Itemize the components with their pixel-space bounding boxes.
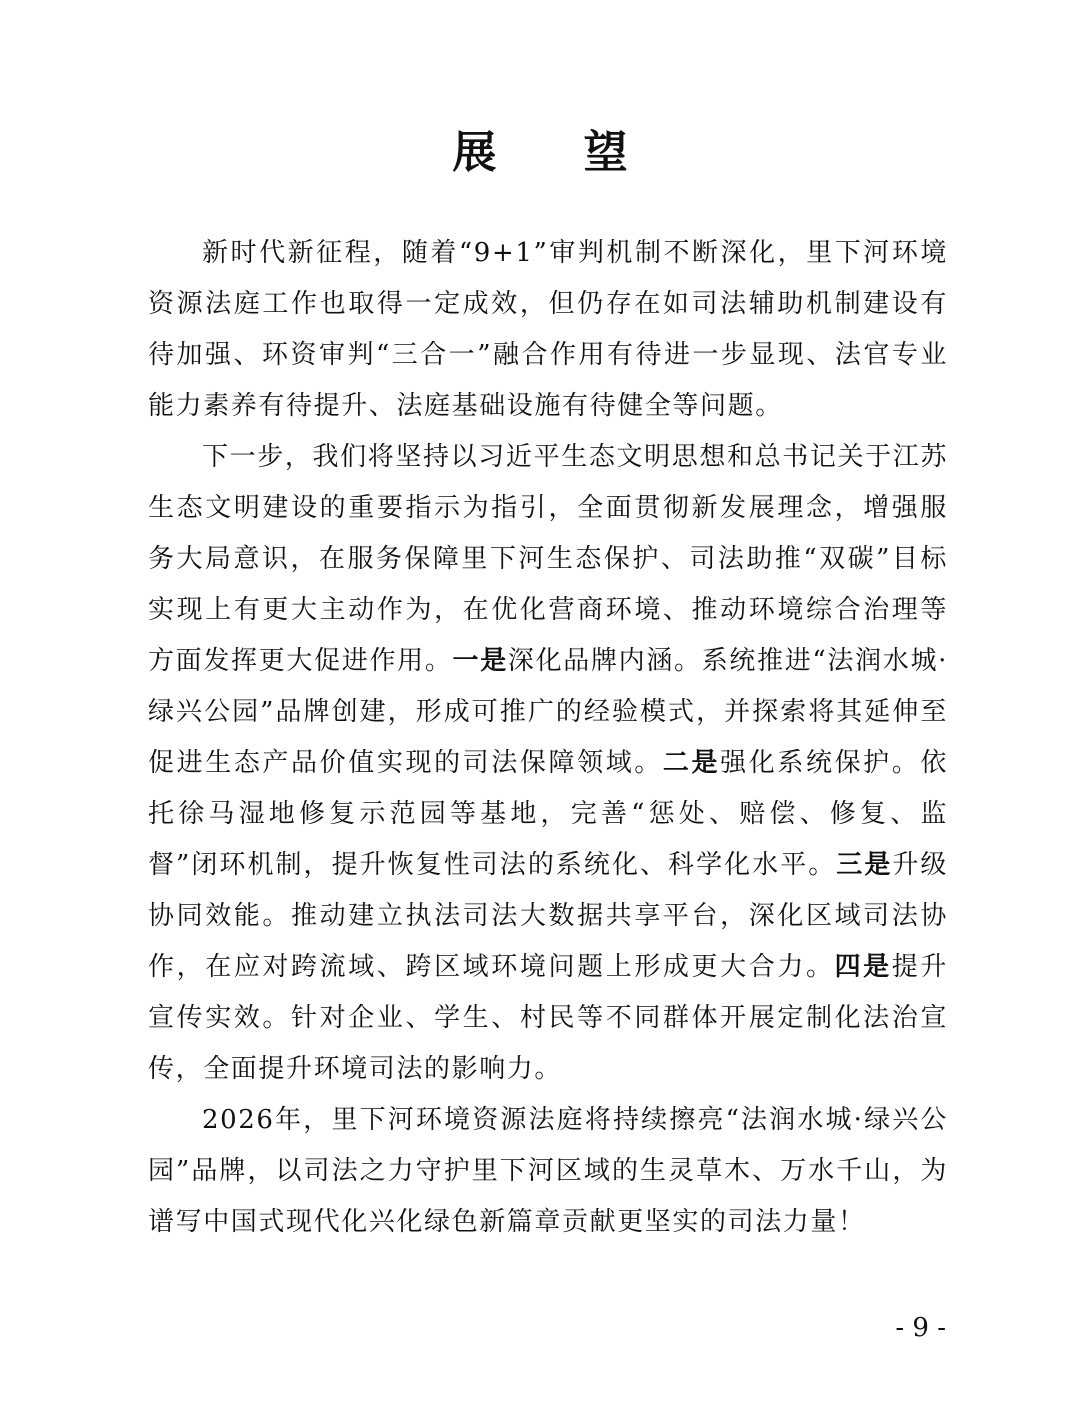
paragraph-text: 深化品牌内涵。系统推进“法润水城·绿兴公园”品牌创建，形成可推广的经验模式，并探索将其延伸至促进生态产品价值实现的司法保障领域。 xyxy=(148,646,948,778)
paragraph-outlook-2026 xyxy=(148,1095,948,1248)
highlight-second: 二是 xyxy=(662,748,721,778)
paragraph-problems xyxy=(148,228,948,432)
document-body xyxy=(148,228,948,1248)
highlight-fourth: 四是 xyxy=(834,952,892,982)
page-number: - 9 - xyxy=(895,1313,946,1343)
highlight-third: 三是 xyxy=(836,850,893,880)
paragraph-text: 强化系统保护。依托徐马湿地修复示范园等基地，完善“惩处、赔偿、修复、监督”闭环机制，提升恢复性司法的系统化、科学化水平。 xyxy=(148,748,948,880)
page-title: 展 望 xyxy=(452,127,664,178)
highlight-first: 一是 xyxy=(452,646,508,676)
paragraph-text: 提升宣传实效。针对企业、学生、村民等不同群体开展定制化法治宣传，全面提升环境司法的影响力。 xyxy=(148,952,949,1084)
paragraph-text: 下一步，我们将坚持以习近平生态文明思想和总书记关于江苏生态文明建设的重要指示为指引，全面贯彻新发展理念，增强服务大局意识，在服务保障里下河生态保护、司法助推“双碳”目标实现上有更大主动作为，在优化营商环境、推动环境综合治理等方面发挥更大促进作用。 xyxy=(148,442,948,676)
paragraph-text: 2026年，里下河环境资源法庭将持续擦亮“法润水城·绿兴公园”品牌，以司法之力守护里下河区域的生灵草木、万水千山，为谱写中国式现代化兴化绿色新篇章贡献更坚实的司法力量！ xyxy=(148,1105,948,1237)
paragraph-text: 新时代新征程，随着“9+1”审判机制不断深化，里下河环境资源法庭工作也取得一定成效，但仍存在如司法辅助机制建设有待加强、环资审判“三合一”融合作用有待进一步显现、法官专业能力素养有待提升、法庭基础设施有待健全等问题。 xyxy=(148,238,948,421)
paragraph-next-steps xyxy=(148,432,948,1095)
paragraph-text: 升级协同效能。推动建立执法司法大数据共享平台，深化区域司法协作，在应对跨流域、跨区域环境问题上形成更大合力。 xyxy=(148,850,949,982)
